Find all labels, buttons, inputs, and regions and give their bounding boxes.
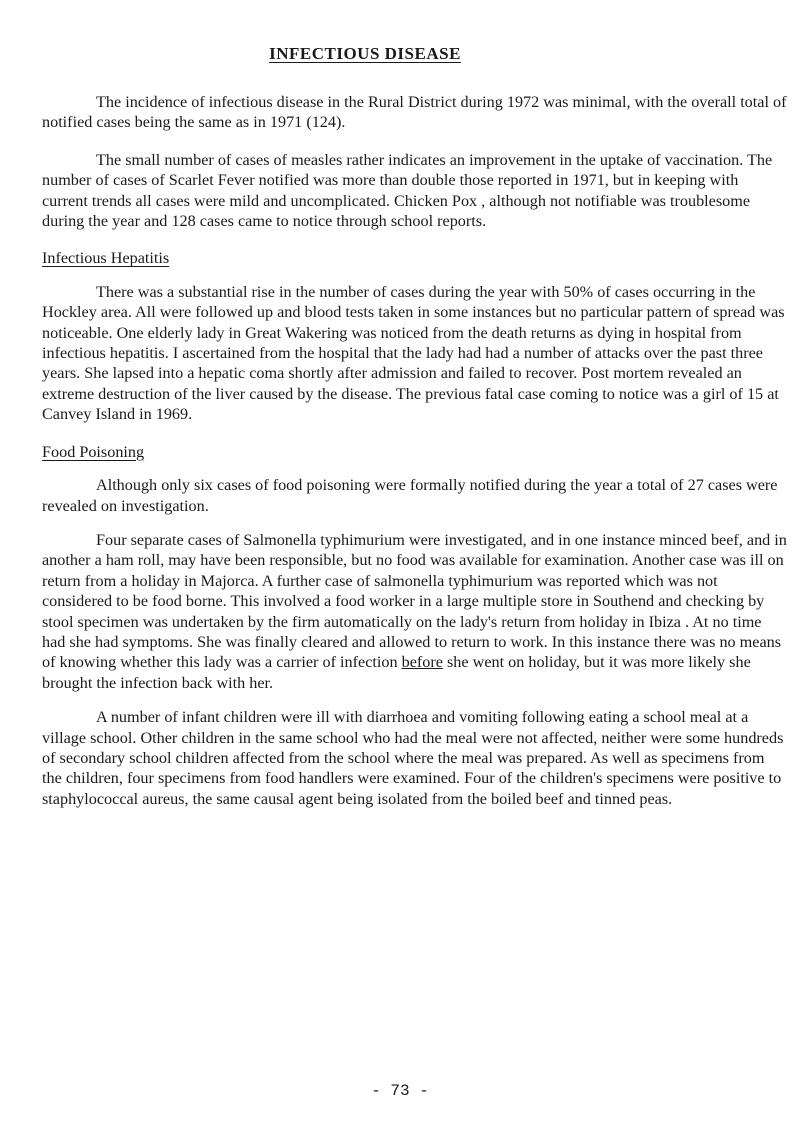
page-number: - 73 - [371,1082,429,1100]
hepatitis-paragraph: There was a substantial rise in the number of cases during the year with 50% of cases occurring in the Hockley area. All were followed up and blood tests taken in some instances but no particular pattern of spread was noticeable. One elderly lady in Great Wakering was noticed from the death returns as dying in hospital from infectious hepatitis. I ascertained from the hospital that the lady had had a number of attacks over the past three years. She lapsed into a hepatic coma shortly after admission and failed to recover. Post mortem revealed an extreme destruction of the liver caused by the disease. The previous fatal case coming to notice was a girl of 15 at Canvey Island in 1969. [42,282,785,424]
document-body [42,92,787,823]
food-paragraph-1: Although only six cases of food poisoning were formally notified during the year a total of 27 cases were revealed on investigation. [42,476,778,515]
food-paragraph-2-start: Four separate cases of Salmonella typhimurium were investigated, and in one instance minced beef, and in another a ham roll, may have been responsible, but no food was available for examination. Another case was ill on return from a holiday in Majorca. A further case of salmonella typhimurium was reported which was not considered to be food borne. This involved a food worker in a large multiple store in Southend and checking by stool specimen was undertaken by the firm automatically on the lady's return from holiday in Ibiza . At no time had she had symptoms. She was finally cleared and allowed to return to work. In this instance there was no means of knowing whether this lady was a carrier of infection [42,530,787,672]
emphasis-before: before [401,653,443,672]
food-paragraph-3: A number of infant children were ill with diarrhoea and vomiting following eating a school meal at a village school. Other children in the same school who had the meal were not affected, neither were some hundreds of secondary school children affected from the school where the meal was prepared. As well as specimens from the children, four specimens from food handlers were examined. Four of the children's specimens were positive to staphylococcal aureus, the same causal agent being isolated from the boiled beef and tinned peas. [42,708,784,808]
food-paragraph-2-end: she went on holiday, but it was more likely she brought the infection back with her. [42,653,751,692]
intro-paragraph-2: The small number of cases of measles rather indicates an improvement in the uptake of vaccination. The number of cases of Scarlet Fever notified was more than double those reported in 1971, but in keeping with current trends all cases were mild and uncomplicated. Chicken Pox , although not notifiable was troublesome during the year and 128 cases came to notice through school reports. [42,150,773,231]
page-title: INFECTIOUS DISEASE [269,44,461,63]
intro-paragraph-1: The incidence of infectious disease in the Rural District during 1972 was minimal, with the overall total of notified cases being the same as in 1971 (124). [42,93,787,132]
section-heading-food-poisoning: Food Poisoning [42,442,145,461]
section-heading-hepatitis: Infectious Hepatitis [42,249,170,268]
food-paragraph-2 [42,530,787,693]
